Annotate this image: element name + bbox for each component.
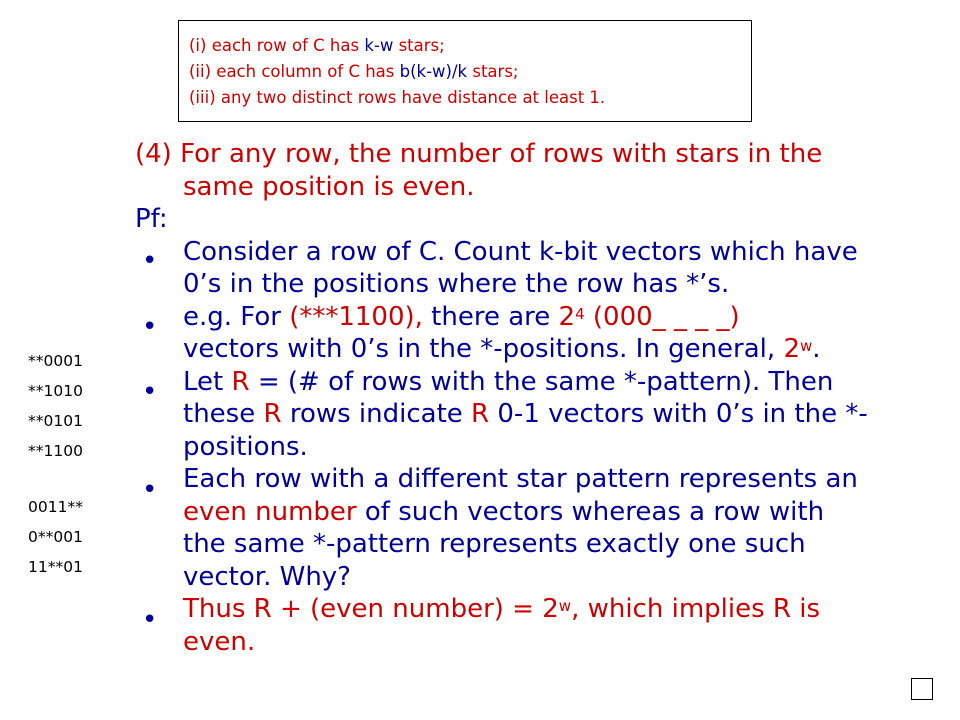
- claim-line-2: same position is even.: [183, 171, 475, 202]
- bullet-5-line-2: even.: [183, 626, 256, 657]
- condition-1-tail: stars;: [393, 36, 445, 55]
- bullet-3-line-3: positions.: [183, 431, 308, 462]
- condition-1-text: (i) each row of C has: [189, 36, 365, 55]
- bullet-4-line-2: even number of such vectors whereas a row with: [183, 496, 825, 527]
- bullet-1-line-1: Consider a row of C. Count k-bit vectors which have: [183, 236, 858, 267]
- side-pattern: **0101: [28, 412, 83, 430]
- bullet-2-line-1: e.g. For (***1100), there are $2^4$ (000_ _ _ _): [183, 301, 740, 332]
- bullet-marker: •: [142, 312, 158, 342]
- bullet-marker: •: [142, 246, 158, 276]
- side-patterns-group-2: [28, 492, 83, 582]
- bullet-5-line-1: Thus R + (even number) = $2^w$, which implies R is: [183, 594, 821, 624]
- condition-2-expr: b(k-w)/k: [399, 62, 468, 81]
- condition-2-text: (ii) each column of C has: [189, 62, 400, 81]
- side-pattern: 11**01: [28, 558, 83, 576]
- qed-box: [911, 678, 933, 700]
- side-pattern: **0001: [28, 352, 83, 370]
- side-pattern: 0**001: [28, 528, 83, 546]
- bullet-marker: •: [142, 377, 158, 407]
- bullet-marker: •: [142, 605, 158, 635]
- bullet-marker: •: [142, 475, 158, 505]
- conditions-box: [178, 20, 752, 122]
- bullet-3-line-2: these R rows indicate R 0-1 vectors with 0’s in the *-: [183, 399, 868, 429]
- condition-1-expr: k-w: [364, 36, 394, 55]
- side-pattern: **1010: [28, 382, 83, 400]
- bullet-2-line-2: vectors with 0’s in the *-positions. In general, 2$^w$.: [183, 334, 821, 364]
- side-pattern: **1100: [28, 442, 83, 460]
- bullet-3-line-1: Let R = (# of rows with the same *-pattern). Then: [183, 366, 834, 397]
- bullet-1-line-2: 0’s in the positions where the row has *’s.: [183, 269, 730, 299]
- proof-body: [135, 138, 935, 658]
- bullet-4-line-1: Each row with a different star pattern represents an: [183, 464, 858, 494]
- bullet-4-line-3: the same *-pattern represents exactly one such: [183, 529, 806, 559]
- condition-2-tail: stars;: [467, 62, 519, 81]
- condition-2: [189, 59, 751, 85]
- bullet-4-line-4: vector. Why?: [183, 561, 351, 592]
- side-patterns-group-1: [28, 346, 83, 466]
- condition-1: [189, 33, 751, 59]
- side-pattern: 0011**: [28, 498, 83, 516]
- proof-label: Pf:: [135, 204, 168, 234]
- claim-line-1: (4) For any row, the number of rows with stars in the: [135, 139, 823, 169]
- condition-3: (iii) any two distinct rows have distance at least 1.: [189, 88, 606, 107]
